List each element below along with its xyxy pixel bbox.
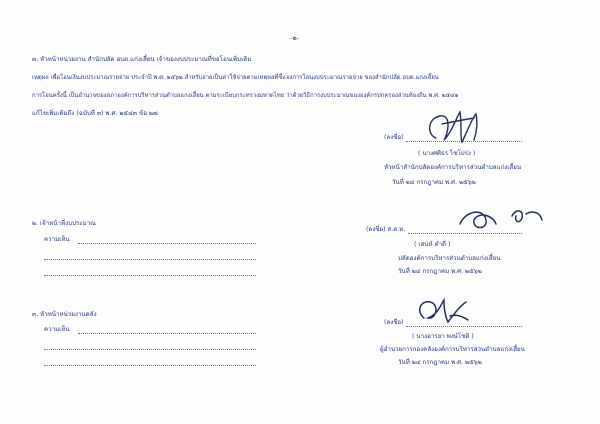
signer-3-sign-label: (ลงชื่อ) [384, 319, 404, 326]
section-finance-opinion-line-2 [44, 349, 256, 350]
section-finance-opinion-line-1 [78, 333, 256, 334]
section-2-opinion-line-3 [44, 275, 256, 276]
section-2-opinion-label: ความเห็น [44, 236, 70, 243]
section-finance-heading: ๓. หัวหน้าหน่วยงานคลัง [32, 311, 97, 318]
signer-2-name: ( เสน่ห์ ดำดี ) [414, 241, 451, 248]
section-3-reason-line-2: การโอนครั้งนี้ เป็นอำนาจของสภาองค์การบริหารส่วนตำบลแก่งเสี้ยน ตามระเบียบกระทรวงมหาดไทย ว่าด้วยวิธีการงบประมาณขององค์กรปกครองส่วนท้องถิ่น พ.ศ. ๒๕๔๑ [32, 93, 459, 99]
section-2-heading: ๒. เจ้าหน้าที่งบประมาณ [32, 220, 96, 227]
signer-3-signature-line [406, 326, 522, 327]
signer-2-signature-line [408, 233, 522, 234]
signer-1-sign-label: (ลงชื่อ) [384, 134, 404, 141]
signer-3-signature [410, 294, 490, 328]
signer-1-name: ( นางศศิธร ไชโปร่ง ) [418, 150, 476, 157]
signer-1-title: หัวหน้าสำนักปลัดองค์การบริหารส่วนตำบลแก่งเสี้ยน [384, 164, 522, 171]
signer-3-title: ผู้อำนวยการกองคลังองค์การบริหารส่วนตำบลแก่งเสี้ยน [380, 346, 525, 353]
section-2-opinion-line-1 [78, 243, 256, 244]
signer-3-date: วันที่ ๒๔ กรกฎาคม พ.ศ. ๒๕๖๒ [398, 359, 482, 366]
page-number: -๒- [290, 34, 299, 42]
section-3-reason-line-1: เหตุผล เพื่อโอนเงินงบประมาณรายจ่าย ประจำปี พ.ศ. ๒๕๖๒ สำหรับจ่ายเป็นค่าใช้จ่ายตามเหตุผลที่ชี้แจงการโอนงบประมาณรายจ่าย ของสำนักปลัด อบต.แก่งเสี้ยน [32, 75, 439, 81]
section-2-opinion-line-2 [44, 259, 256, 260]
section-3-reason-line-3: แก้ไขเพิ่มเติมถึง (ฉบับที่ ๓) พ.ศ. ๒๕๔๓ ข้อ ๒๗ [32, 110, 158, 117]
signer-2-title: ปลัดองค์การบริหารส่วนตำบลแก่งเสี้ยน [398, 255, 501, 262]
section-finance-opinion-line-3 [44, 365, 256, 366]
signer-1-signature [422, 104, 502, 146]
section-3-heading: ๓. หัวหน้าหน่วยงาน สำนักปลัด อบต.แก่งเสี้ยน เจ้าของงบประมาณที่ขอโอนเพิ่มเติม [32, 56, 252, 63]
section-finance-opinion-label: ความเห็น [44, 326, 70, 333]
signer-3-name: ( นางอารยา พงษ์โชติ ) [412, 333, 474, 340]
signer-1-date: วันที่ ๒๔ กรกฎาคม พ.ศ. ๒๕๖๒ [392, 179, 476, 186]
signer-2-sign-label: (ลงชื่อ) ส.ต.ท. [366, 226, 406, 233]
signer-2-signature [452, 200, 552, 234]
signer-2-date: วันที่ ๒๔ กรกฎาคม พ.ศ. ๒๕๖๒ [398, 268, 482, 275]
